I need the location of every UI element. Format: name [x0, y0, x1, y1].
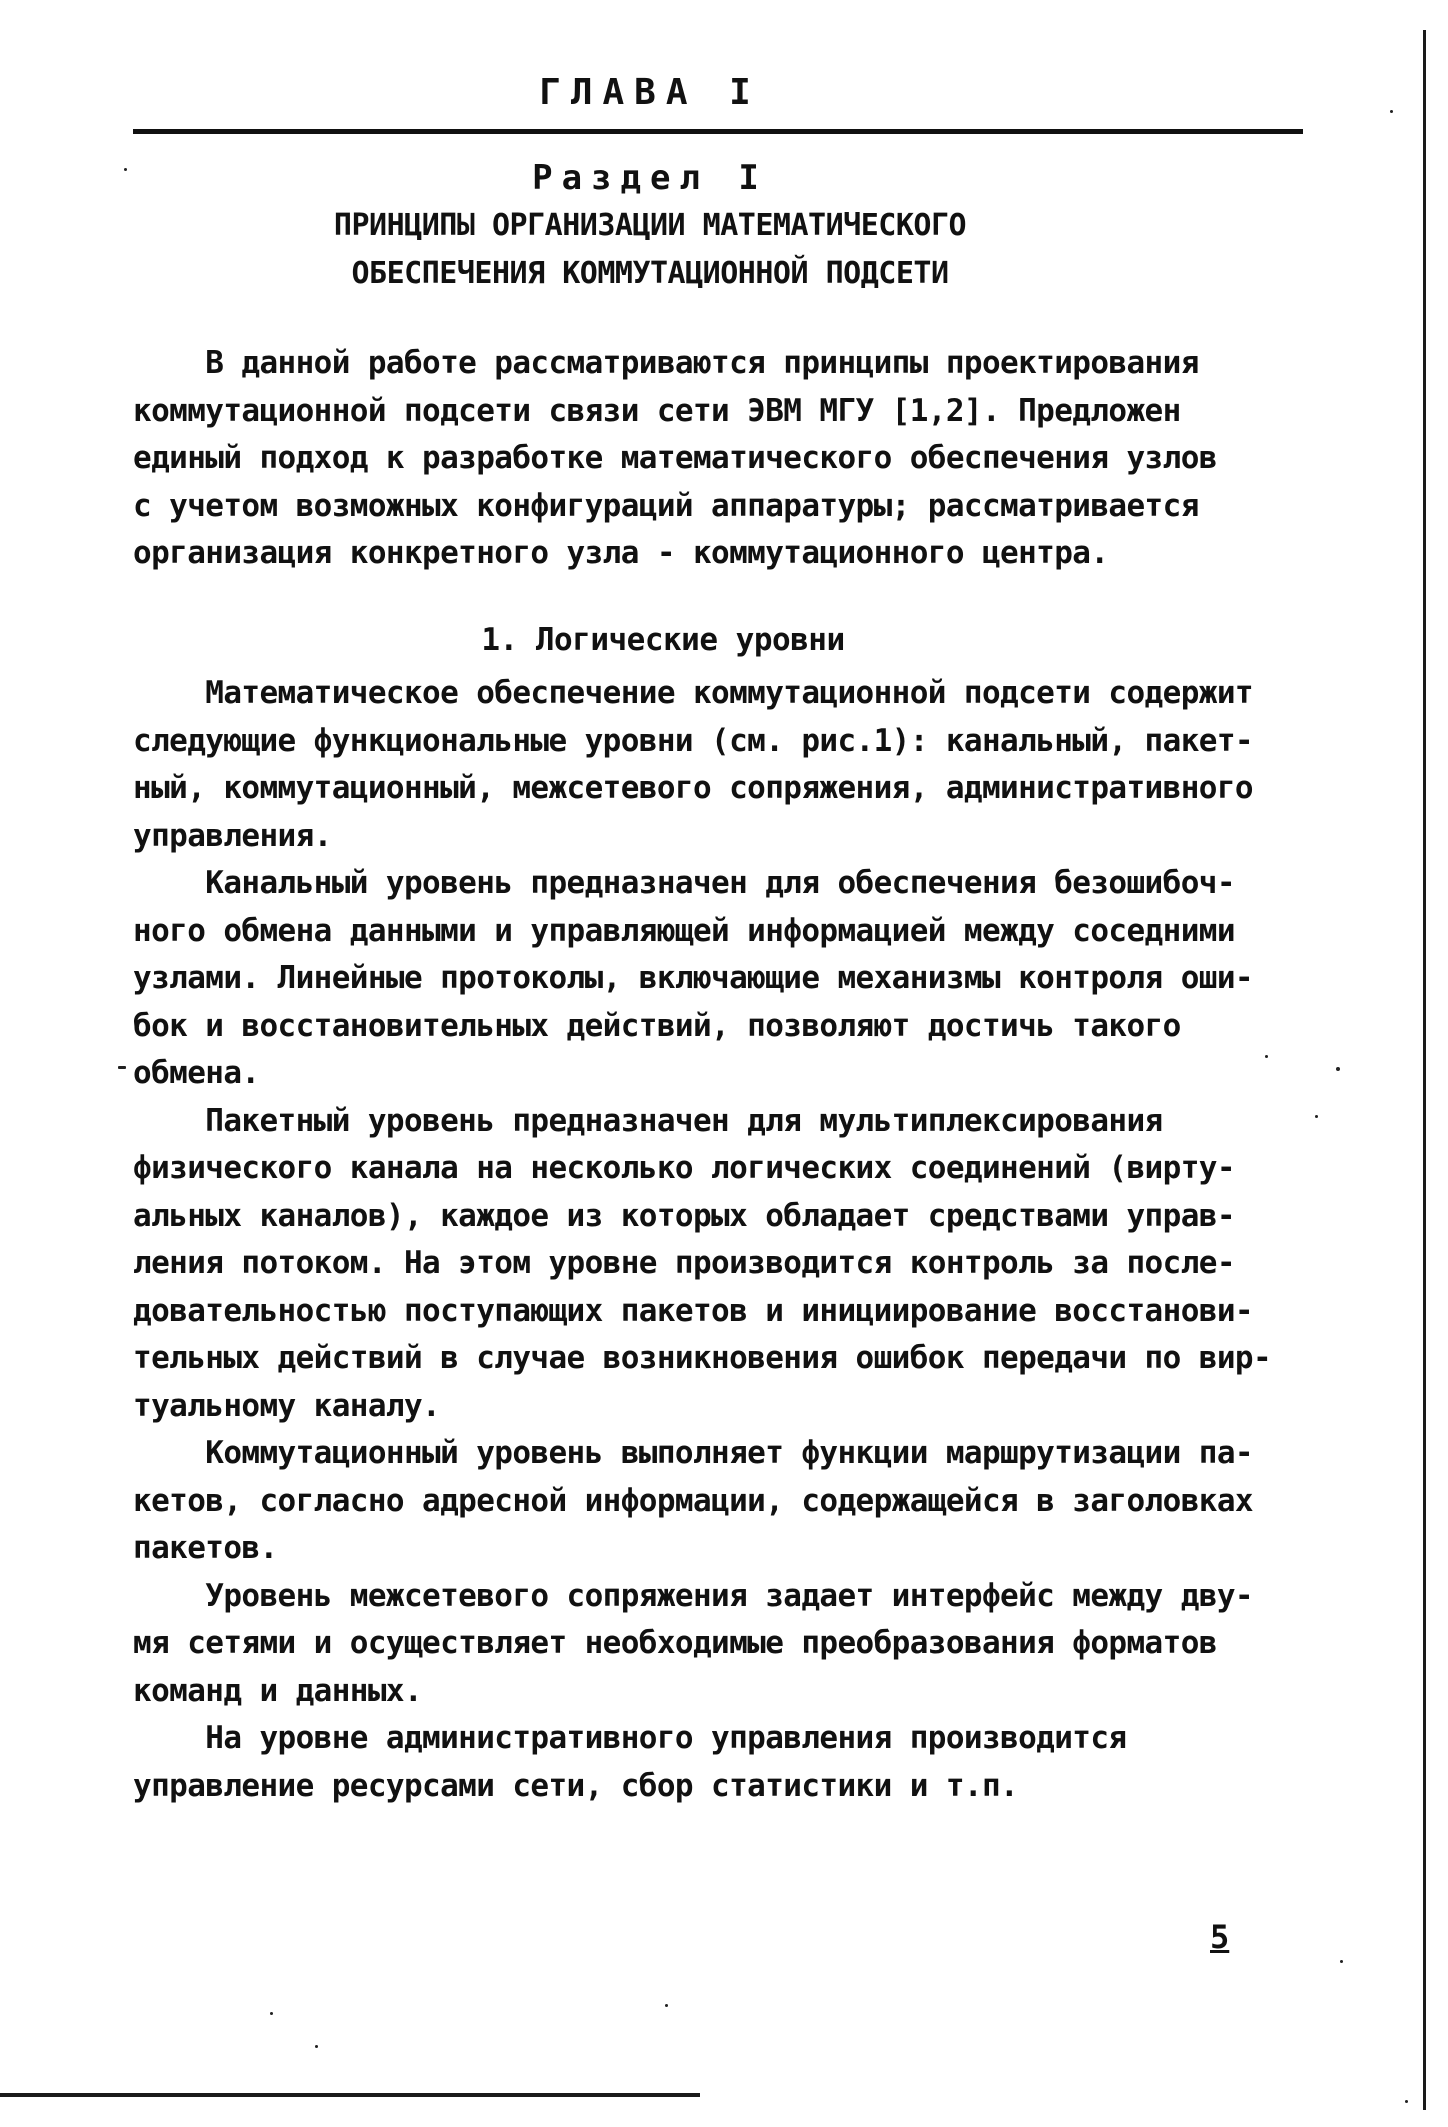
scan-speck: [1265, 1055, 1268, 1058]
text-line: с учетом возможных конфигураций аппаратуры; рассматривается: [133, 487, 1199, 524]
intro-paragraph: [133, 340, 1333, 578]
text-line: бок и восстановительных действий, позволяют достичь такого: [133, 1007, 1181, 1044]
text-line: Канальный уровень предназначен для обеспечения безошибоч-: [133, 865, 1235, 901]
text-line: На уровне административного управления производится: [133, 1720, 1127, 1756]
chapter-title: ГЛАВА I: [539, 72, 761, 113]
text-line: ный, коммутационный, межсетевого сопряжения, административного: [133, 770, 1253, 806]
scan-speck: [1315, 1115, 1318, 1118]
scan-speck: [665, 2004, 668, 2007]
text-line: организация конкретного узла - коммутационного центра.: [133, 535, 1109, 571]
text-line: обмена.: [133, 1055, 260, 1091]
text-line: команд и данных.: [133, 1672, 423, 1709]
text-line: узлами. Линейные протоколы, включающие механизмы контроля оши-: [133, 960, 1253, 996]
page-edge-bottom: [0, 2093, 700, 2097]
text-line: кетов, согласно адресной информации, содержащейся в заголовках: [133, 1482, 1253, 1519]
text-line: физического канала на несколько логических соединений (вирту-: [133, 1150, 1235, 1186]
section-title-line-2: ОБЕСПЕЧЕНИЯ КОММУТАЦИОННОЙ ПОДСЕТИ: [351, 256, 949, 291]
text-line: управления.: [133, 817, 332, 854]
text-line: В данной работе рассматриваются принципы проектирования: [133, 345, 1199, 381]
text-line: Пакетный уровень предназначен для мультиплексирования: [133, 1102, 1163, 1139]
text-line: ления потоком. На этом уровне производится контроль за после-: [133, 1245, 1235, 1281]
text-line: единый подход к разработке математического обеспечения узлов: [133, 440, 1217, 476]
section-title-line-1: ПРИНЦИПЫ ОРГАНИЗАЦИИ МАТЕМАТИЧЕСКОГО: [333, 208, 967, 243]
section-label: Раздел I: [532, 158, 768, 198]
text-line: довательностью поступающих пакетов и инициирование восстанови-: [133, 1292, 1253, 1329]
scan-speck: [1405, 2100, 1408, 2103]
text-line: Уровень межсетевого сопряжения задает интерфейс между дву-: [133, 1577, 1253, 1614]
text-line: альных каналов), каждое из которых обладает средствами управ-: [133, 1197, 1235, 1234]
text-line: коммутационной подсети связи сети ЭВМ МГУ [1,2]. Предложен: [133, 392, 1181, 429]
scan-speck: [124, 168, 127, 171]
page-edge-right: [1423, 30, 1426, 2110]
text-line: туальному каналу.: [133, 1387, 441, 1424]
scan-speck: [315, 2045, 318, 2048]
scan-speck: [1390, 110, 1393, 113]
text-line: следующие функциональные уровни (см. рис.1): канальный, пакет-: [133, 722, 1253, 759]
page-number: 5: [1210, 1918, 1230, 1956]
scan-speck: [118, 1066, 126, 1069]
text-line: ного обмена данными и управляющей информацией между соседними: [133, 912, 1235, 949]
scan-speck: [1336, 1067, 1340, 1071]
text-line: тельных действий в случае возникновения ошибок передачи по вир-: [133, 1340, 1272, 1376]
text-line: управление ресурсами сети, сбор статистики и т.п.: [133, 1767, 1019, 1804]
body-text: [133, 670, 1333, 1810]
text-line: мя сетями и осуществляет необходимые преобразования форматов: [133, 1625, 1217, 1661]
scan-speck: [270, 2012, 273, 2015]
header-rule: [133, 129, 1303, 134]
text-line: пакетов.: [133, 1530, 278, 1566]
text-line: Коммутационный уровень выполняет функции маршрутизации па-: [133, 1435, 1253, 1471]
scan-speck: [1340, 1960, 1343, 1963]
subheading: 1. Логические уровни: [481, 622, 845, 658]
text-line: Математическое обеспечение коммутационной подсети содержит: [133, 675, 1253, 711]
